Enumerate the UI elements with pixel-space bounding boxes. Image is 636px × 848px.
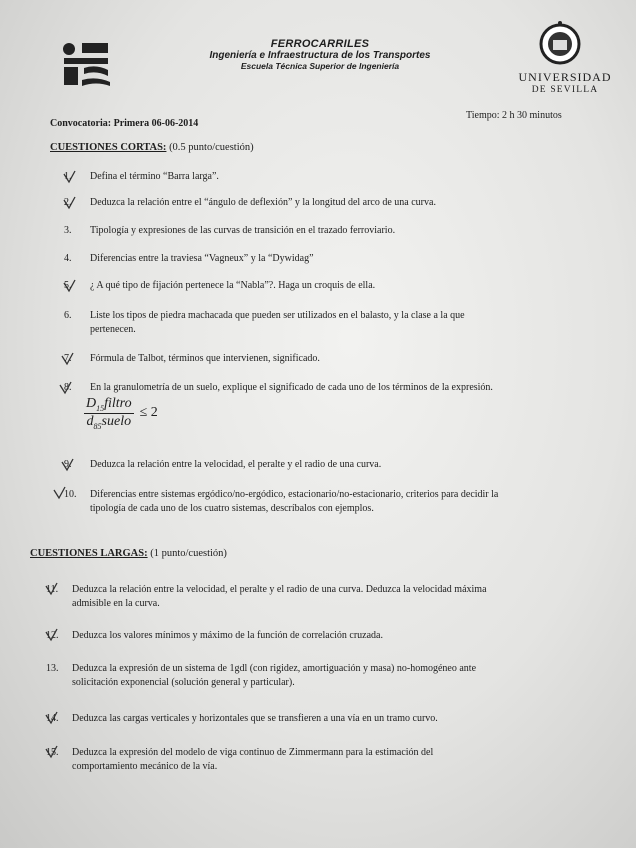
formula-relation: ≤ 2 <box>139 405 158 421</box>
list-item: 11. Deduzca la relación entre la velocidad, el peralte y el radio de una curva. Deduzca la velocidad máxima admisible en la curva. <box>46 584 487 609</box>
list-item: 6. Liste los tipos de piedra machacada que pueden ser utilizados en el balasto, y la clase a la que pertenecen. <box>64 310 465 335</box>
check-mark-icon <box>44 711 58 725</box>
formula-numerator: $D_{15}filtro$ <box>86 396 132 413</box>
header <box>150 38 490 71</box>
check-mark-icon <box>58 381 72 395</box>
check-mark-icon <box>62 196 76 210</box>
short-questions-heading: CUESTIONES CORTAS: <box>50 142 167 153</box>
list-item: 15. Deduzca la expresión del modelo de viga continuo de Zimmermann para la estimación del comportamiento mecánico de la vía. <box>46 747 434 772</box>
exam-time: Tiempo: 2 h 30 minutos <box>466 110 562 121</box>
university-name <box>516 70 614 95</box>
university-line2: DE SEVILLA <box>531 85 599 95</box>
long-questions-title <box>30 548 227 559</box>
granulometry-formula <box>84 396 158 431</box>
long-questions-heading: CUESTIONES LARGAS: <box>30 548 148 559</box>
formula-fraction <box>84 396 134 431</box>
short-questions-points: (0.5 punto/cuestión) <box>169 142 254 153</box>
university-line1: UNIVERSIDAD <box>518 70 612 84</box>
header-subtitle: Ingeniería e Infraestructura de los Transportes <box>209 50 431 61</box>
check-mark-icon <box>44 628 58 642</box>
university-seal-icon <box>536 18 584 66</box>
list-item: 13. Deduzca la expresión de un sistema de 1gdl (con rigidez, amortiguación y masa) no-homogéneo ante solicitación exponencial (solución general y particular). <box>46 663 477 688</box>
formula-denominator: $d_{85}suelo$ <box>86 413 132 431</box>
check-mark-icon <box>60 352 74 366</box>
exam-call: Convocatoria: Primera 06-06-2014 <box>50 118 199 129</box>
check-mark-icon <box>44 582 58 596</box>
list-item: 10. Diferencias entre sistemas ergódico/no-ergódico, estacionario/no-estacionario, criterios para decidir la tipología de cada uno de los cuatro sistemas, descríbalos con ejemplos. <box>64 489 499 514</box>
check-mark-icon <box>62 279 76 293</box>
long-questions-points: (1 punto/cuestión) <box>150 548 227 559</box>
check-mark-icon <box>60 458 74 472</box>
short-questions-title <box>50 142 254 153</box>
school-logo <box>60 40 112 90</box>
header-school: Escuela Técnica Superior de Ingeniería <box>240 61 400 71</box>
check-mark-icon <box>62 170 76 184</box>
header-title: FERROCARRILES <box>270 38 370 50</box>
check-mark-icon <box>44 745 58 759</box>
check-mark-icon <box>52 486 66 500</box>
